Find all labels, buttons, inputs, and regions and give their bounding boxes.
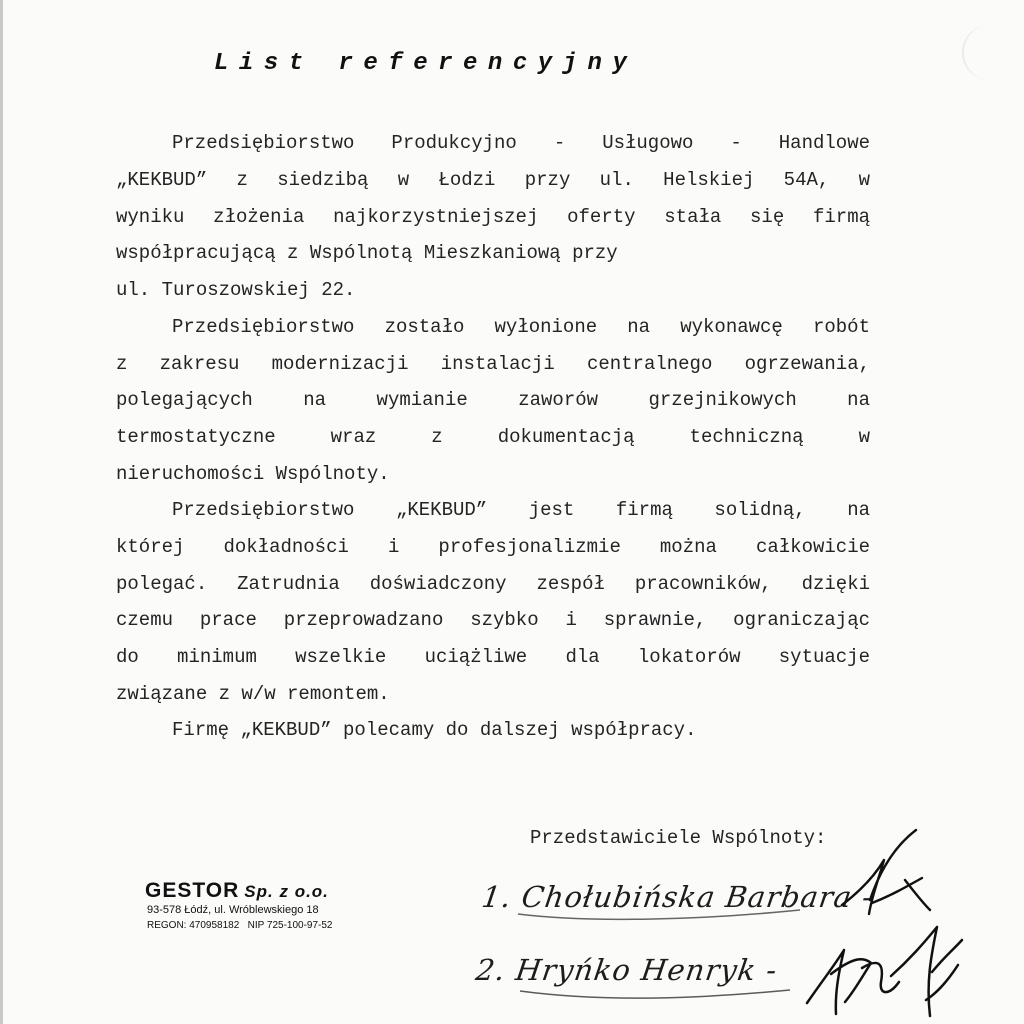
paragraph-1-line-1: Przedsiębiorstwo Produkcyjno - Usługowo - Handlowe — [172, 132, 870, 154]
stamp-registration-ids: REGON: 470958182 NIP 725-100-97-52 — [147, 920, 333, 931]
paragraph-2-line-1: Przedsiębiorstwo zostało wyłonione na wykonawcę robót — [172, 316, 870, 338]
document-title: List referencyjny — [214, 50, 638, 77]
paragraph-3-line-3: polegać. Zatrudnia doświadczony zespół pracowników, dzięki — [116, 573, 870, 595]
paragraph-1-line-5: ul. Turoszowskiej 22. — [116, 279, 356, 301]
paragraph-2-line-3: polegających na wymianie zaworów grzejnikowych na — [116, 389, 870, 411]
recommendation-line: Firmę „KEKBUD” polecamy do dalszej współpracy. — [172, 719, 697, 741]
company-stamp — [145, 880, 333, 933]
handwritten-signatory-1: 1. Chołubińska Barbara - — [479, 880, 876, 914]
paragraph-1-line-4: współpracującą z Wspólnotą Mieszkaniową przy — [116, 242, 618, 264]
stamp-address: 93-578 Łódź, ul. Wróblewskiego 18 — [147, 904, 319, 916]
paragraph-2-line-2: z zakresu modernizacji instalacji centralnego ogrzewania, — [116, 353, 870, 375]
paragraph-2-line-5: nieruchomości Wspólnoty. — [116, 463, 390, 485]
paragraph-3-line-2: której dokładności i profesjonalizmie można całkowicie — [116, 536, 870, 558]
stamp-company-line — [145, 880, 333, 903]
scan-corner-mark — [962, 25, 1014, 80]
handwritten-signatory-2: 2. Hryńko Henryk - — [473, 953, 780, 987]
paragraph-3-line-4: czemu prace przeprowadzano szybko i sprawnie, ograniczając — [116, 609, 870, 631]
stamp-company-suffix: Sp. z o.o. — [244, 882, 329, 901]
signature-2-underline — [520, 990, 790, 998]
paragraph-2-line-4: termostatyczne wraz z dokumentacją techniczną w — [116, 426, 870, 448]
representatives-label: Przedstawiciele Wspólnoty: — [530, 827, 827, 849]
paragraph-3-line-1: Przedsiębiorstwo „KEKBUD” jest firmą solidną, na — [172, 499, 870, 521]
signature-2-mark — [807, 927, 962, 1016]
paragraph-3-line-5: do minimum wszelkie uciążliwe dla lokatorów sytuacje — [116, 646, 870, 668]
paragraph-3-line-6: związane z w/w remontem. — [116, 683, 390, 705]
paragraph-1-line-2: „KEKBUD” z siedzibą w Łodzi przy ul. Helskiej 54A, w — [116, 169, 870, 191]
paragraph-1-line-3: wyniku złożenia najkorzystniejszej oferty stała się firmą — [116, 206, 870, 228]
scan-left-edge — [0, 0, 3, 1024]
stamp-company-name: GESTOR — [145, 879, 240, 902]
